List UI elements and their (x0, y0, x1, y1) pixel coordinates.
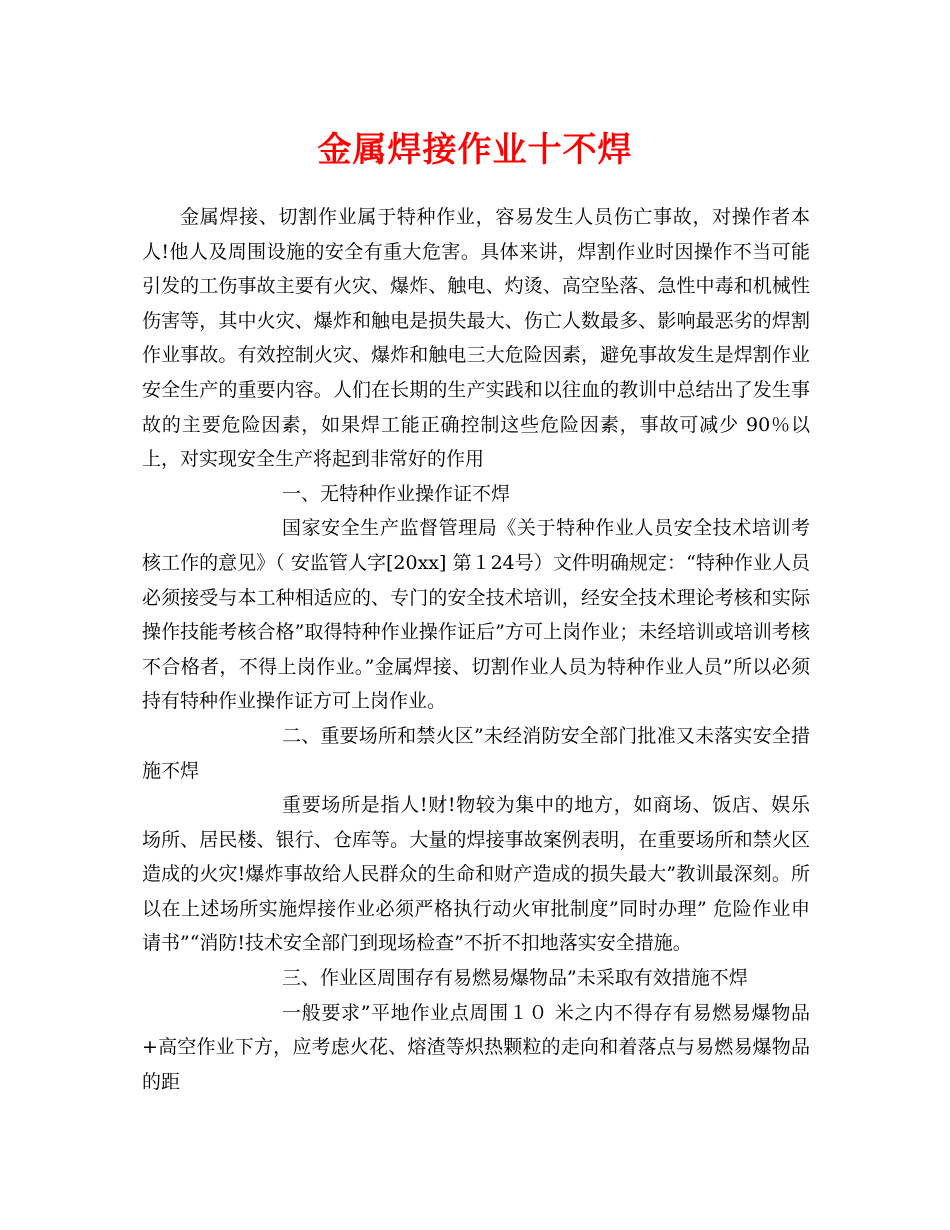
document-title: 金属焊接作业十不焊 (317, 130, 633, 170)
section-body-1: 国家安全生产监督管理局《关于特种作业人员安全技术培训考核工作的意见》（ 安监管人字[20xx] 第１24号）文件明确规定：“特种作业人员必须接受与本工种相适应的、专门的安全技术培训，经安全技术理论考核和实际操作技能考核合格”取得特种作业操作证后”方可上岗作业；未经培训或培训考核不合格者，不得上岗作业。”金属焊接、切割作业人员为特种作业人员”所以必须持有特种作业操作证方可上岗作业。 (142, 517, 810, 713)
document-body (142, 200, 810, 1099)
section-body-2: 重要场所是指人!财!物较为集中的地方，如商场、饭店、娱乐场所、居民楼、银行、仓库等。大量的焊接事故案例表明，在重要场所和禁火区造成的火灾!爆炸事故给人民群众的生命和财产造成的损失最大”教训最深刻。所以在上述场所实施焊接作业必须严格执行动火审批制度”同时办理” 危险作业申请书”“消防!技术安全部门到现场检查”不折不扣地落实安全措施。 (142, 794, 810, 955)
section-heading-3: 三、作业区周围存有易燃易爆物品”未采取有效措施不焊 (282, 967, 748, 990)
intro-paragraph: 金属焊接、切割作业属于特种作业，容易发生人员伤亡事故，对操作者本人!他人及周围设施的安全有重大危害。具体来讲，焊割作业时因操作不当可能引发的工伤事故主要有火灾、爆炸、触电、灼烫、高空坠落、急性中毒和机械性伤害等，其中火灾、爆炸和触电是损失最大、伤亡人数最多、影响最恶劣的焊割作业事故。有效控制火灾、爆炸和触电三大危险因素，避免事故发生是焊割作业安全生产的重要内容。人们在长期的生产实践和以往血的教训中总结出了发生事故的主要危险因素，如果焊工能正确控制这些危险因素，事故可减少 90％以上，对实现安全生产将起到非常好的作用 (142, 206, 810, 471)
section-heading-2: 二、重要场所和禁火区”未经消防安全部门批准又未落实安全措施不焊 (142, 724, 810, 782)
section-body-3: 一般要求”平地作业点周围１０ 米之内不得存有易燃易爆物品+高空作业下方，应考虑火花、熔渣等炽热颗粒的走向和着落点与易燃易爆物品的距 (142, 1001, 810, 1093)
section-heading-1: 一、无特种作业操作证不焊 (282, 482, 511, 505)
